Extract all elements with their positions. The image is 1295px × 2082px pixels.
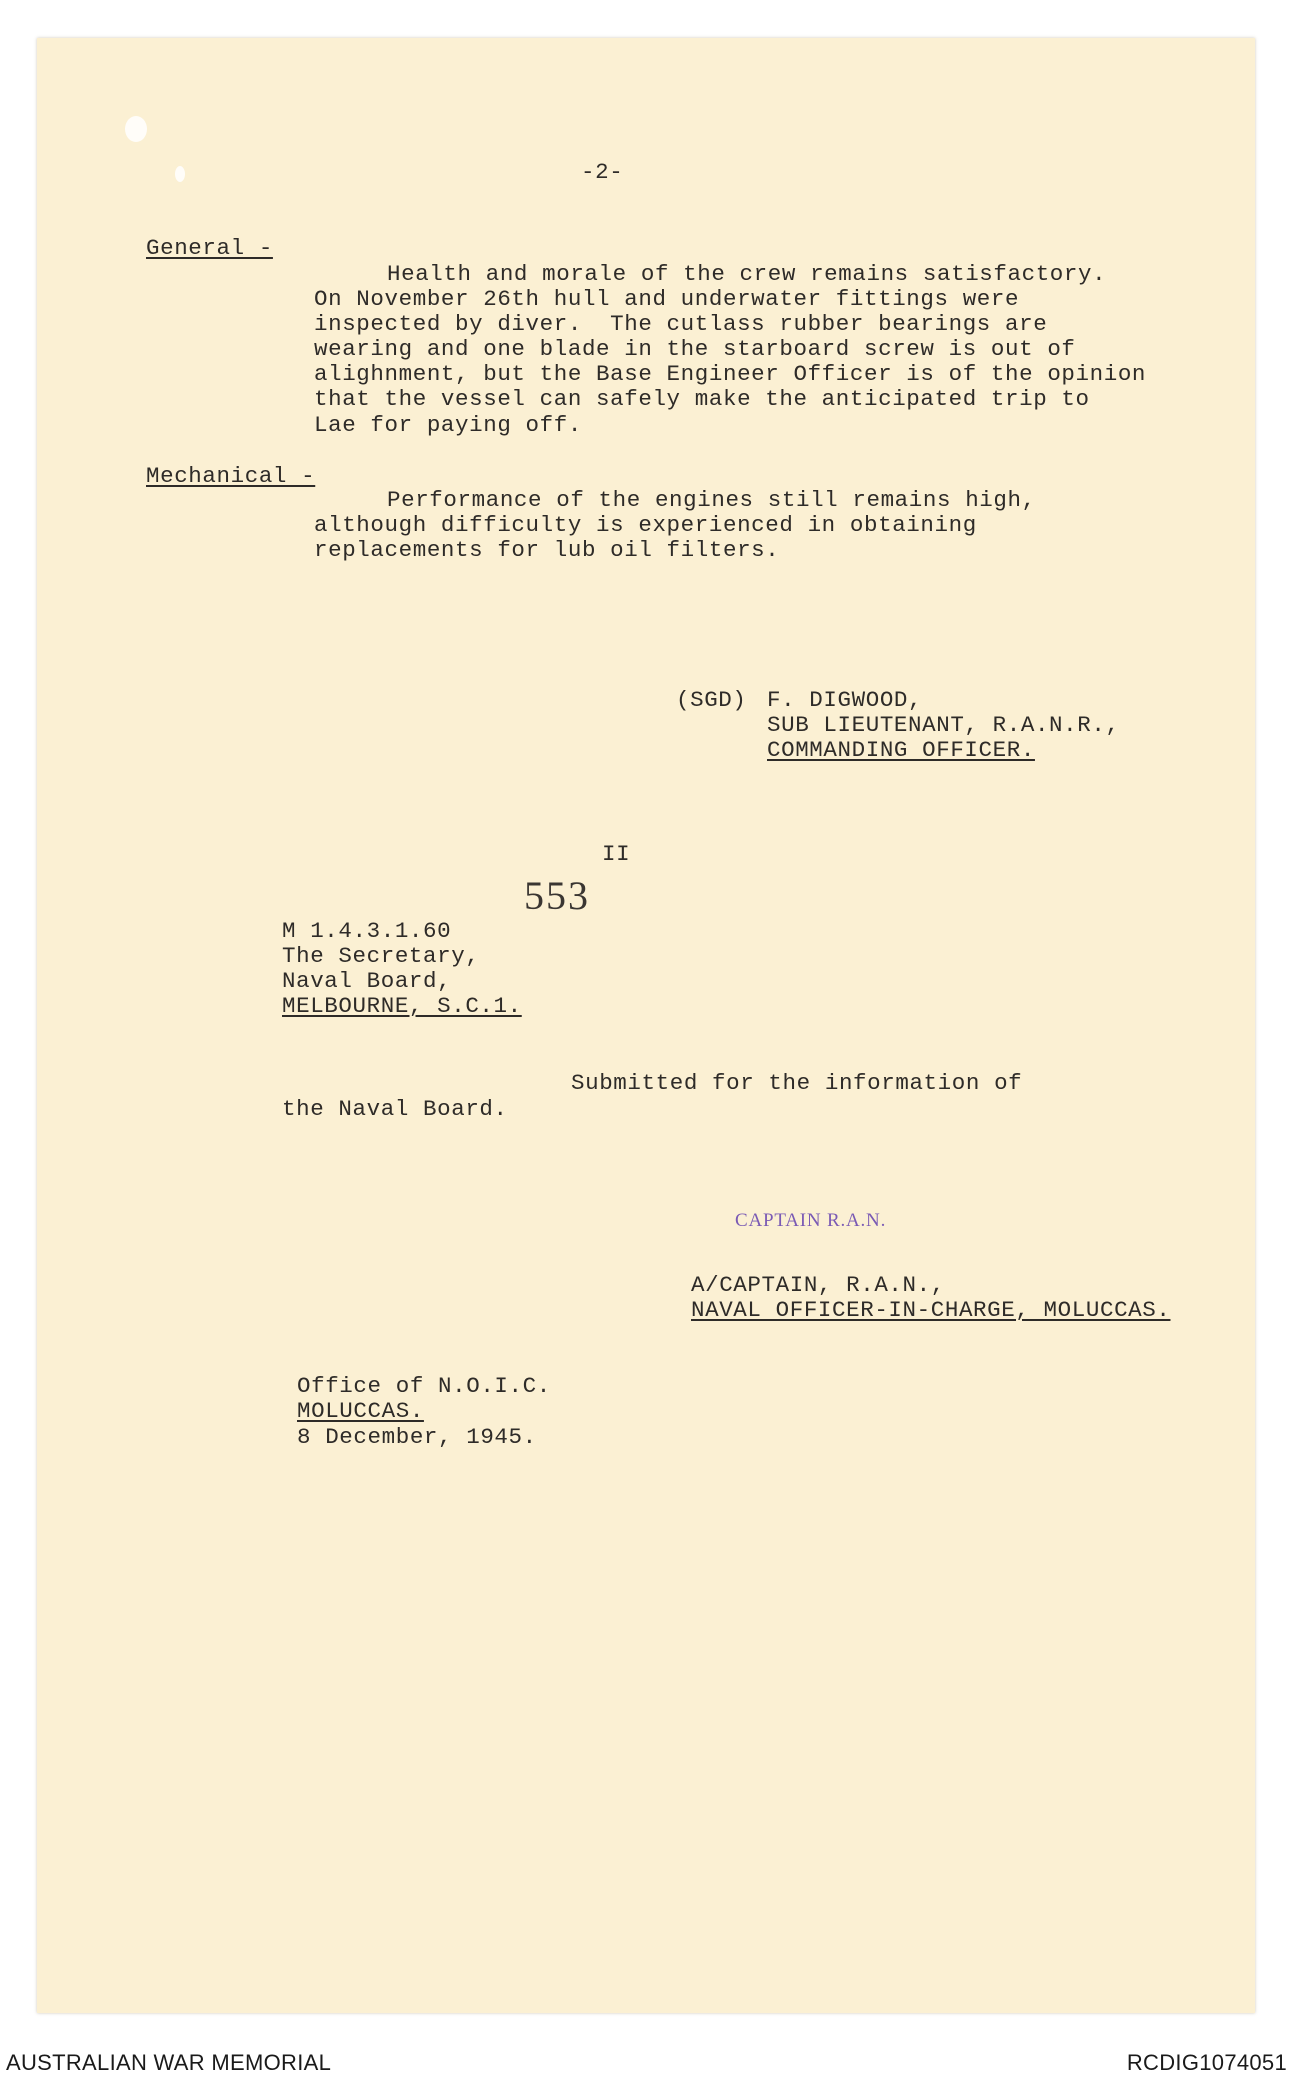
origin-date: 8 December, 1945. bbox=[297, 1424, 537, 1450]
body-line: Lae for paying off. bbox=[314, 412, 582, 438]
body-line: Health and morale of the crew remains satisfactory. bbox=[387, 261, 1107, 287]
addressee-city: MELBOURNE, S.C.1. bbox=[282, 993, 522, 1019]
file-reference: M 1.4.3.1.60 bbox=[282, 918, 452, 944]
paper-hole-mark bbox=[175, 166, 185, 182]
section-heading-general: General - bbox=[146, 235, 273, 261]
origin-office: Office of N.O.I.C. bbox=[297, 1373, 551, 1399]
page-number: -2- bbox=[581, 159, 624, 185]
submission-line: the Naval Board. bbox=[282, 1096, 508, 1122]
body-line: although difficulty is experienced in obtaining bbox=[314, 512, 977, 538]
body-line: that the vessel can safely make the anticipated trip to bbox=[314, 386, 1090, 412]
signatory-name: F. DIGWOOD, bbox=[767, 687, 923, 713]
minute-marker: II bbox=[602, 841, 631, 867]
submission-line: Submitted for the information of bbox=[571, 1070, 1023, 1096]
body-line: On November 26th hull and underwater fittings were bbox=[314, 286, 1020, 312]
footer-record-id: RCDIG1074051 bbox=[1126, 2050, 1287, 2075]
signatory-title: COMMANDING OFFICER. bbox=[767, 737, 1035, 763]
body-line: alighnment, but the Base Engineer Officer is of the opinion bbox=[314, 361, 1147, 387]
addressee-line: The Secretary, bbox=[282, 943, 480, 969]
body-line: Performance of the engines still remains high, bbox=[387, 487, 1036, 513]
addressee-line: Naval Board, bbox=[282, 968, 452, 994]
minute-number: 553 bbox=[524, 873, 590, 918]
paper-hole-mark bbox=[125, 116, 147, 142]
signatory-rank: SUB LIEUTENANT, R.A.N.R., bbox=[767, 712, 1120, 738]
rubber-stamp: CAPTAIN R.A.N. bbox=[735, 1210, 887, 1231]
body-line: wearing and one blade in the starboard screw is out of bbox=[314, 336, 1076, 362]
signatory-title: NAVAL OFFICER-IN-CHARGE, MOLUCCAS. bbox=[691, 1297, 1171, 1323]
origin-location: MOLUCCAS. bbox=[297, 1398, 424, 1424]
footer-archive-name: AUSTRALIAN WAR MEMORIAL bbox=[6, 2050, 332, 2075]
section-heading-mechanical: Mechanical - bbox=[146, 463, 316, 489]
body-line: inspected by diver. The cutlass rubber bearings are bbox=[314, 311, 1048, 337]
signatory-rank: A/CAPTAIN, R.A.N., bbox=[691, 1272, 945, 1298]
signature-prefix: (SGD) bbox=[676, 687, 747, 713]
body-line: replacements for lub oil filters. bbox=[314, 537, 780, 563]
